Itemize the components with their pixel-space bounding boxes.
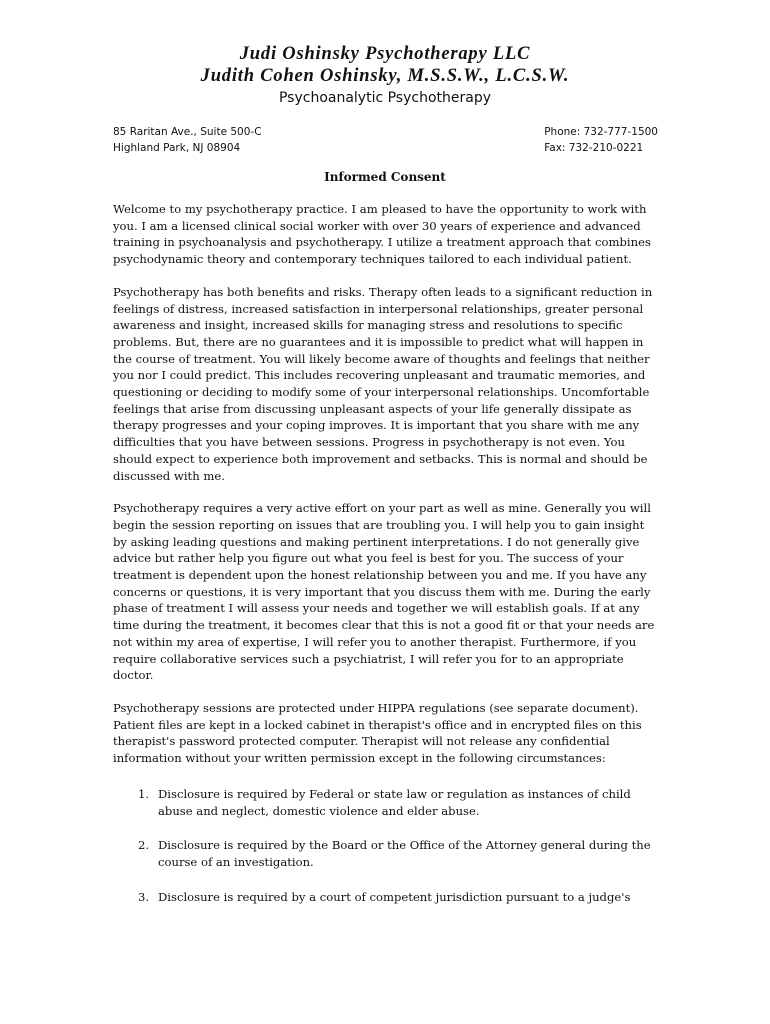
address-line-2: Highland Park, NJ 08904 [113,142,241,154]
phone: Phone: 732-777-1500 [544,126,658,138]
phone-fax [544,124,658,156]
list-item [113,889,658,906]
address [113,124,262,156]
document-title: Informed Consent [324,170,446,184]
list-text: Disclosure is required by Federal or state law or regulation as instances of child abuse and neglect, domestic violence and elder abuse. [158,786,631,818]
list-number: 3. [138,889,150,904]
paragraph: Psychotherapy has both benefits and risks. Therapy often leads to a significant reduction in feelings of distress, increased satisfaction in interpersonal relationships, greater personal awareness and insight, increased skills for managing stress and resolutions to specific problems. But, there are no guarantees and it is impossible to predict what will happen in the course of treatment. You will likely become aware of thoughts and feelings that neither you nor I could predict. This includes recovering unpleasant and traumatic memories, and questioning or deciding to modify some of your interpersonal relationships. Uncomfortable feelings that arise from discussing unpleasant aspects of your life generally dissipate as therapy progresses and your coping improves. It is important that you share with me any difficulties that you have between sessions. Progress in psychotherapy is not even. You should expect to experience both improvement and setbacks. This is normal and should be discussed with me. [113,284,653,483]
fax: Fax: 732-210-0221 [544,142,644,154]
list-text: Disclosure is required by the Board or the Office of the Attorney general during the course of an investigation. [158,838,651,869]
disclosure-list [113,786,658,906]
document-body [113,201,658,923]
specialty: Psychoanalytic Psychotherapy [278,90,492,106]
list-text: Disclosure is required by a court of competent jurisdiction pursuant to a judge's [158,889,631,904]
firm-name: Judi Oshinsky Psychotherapy LLC [239,44,531,64]
list-number: 2. [138,838,150,853]
list-item [113,786,658,819]
paragraph: Psychotherapy sessions are protected under HIPPA regulations (see separate document). Patient files are kept in a locked cabinet in therapist's office and in encrypted files on this therapist's password protected computer. Therapist will not release any confidential information without your written permission except in the following circumstances: [113,700,642,766]
address-line-1: 85 Raritan Ave., Suite 500-C [113,126,262,138]
paragraph: Psychotherapy requires a very active effort on your part as well as mine. Generally you will begin the session reporting on issues that are troubling you. I will help you to gain insight by asking leading questions and making pertinent interpretations. I do not generally give advice but rather help you figure out what you feel is best for you. The success of your treatment is dependent upon the honest relationship between you and me. If you have any concerns or questions, it is very important that you discuss them with me. During the early phase of treatment I will assess your needs and together we will establish goals. If at any time during the treatment, it becomes clear that this is not a good fit or that your needs are not within my area of expertise, I will refer you to another therapist. Furthermore, if you require collaborative services such a psychiatrist, I will refer you for to an appropriate doctor. [113,501,655,683]
paragraph: Welcome to my psychotherapy practice. I am pleased to have the opportunity to work with you. I am a licensed clinical social worker with over 30 years of experience and advanced training in psychoanalysis and psychotherapy. I utilize a treatment approach that combines psychodynamic theory and contemporary techniques tailored to each individual patient. [113,202,651,267]
practitioner-name: Judith Cohen Oshinsky, M.S.S.W., L.C.S.W. [200,66,570,86]
list-item [113,837,658,870]
list-number: 1. [138,786,150,801]
contact-block [113,124,658,156]
letterhead [0,43,770,108]
